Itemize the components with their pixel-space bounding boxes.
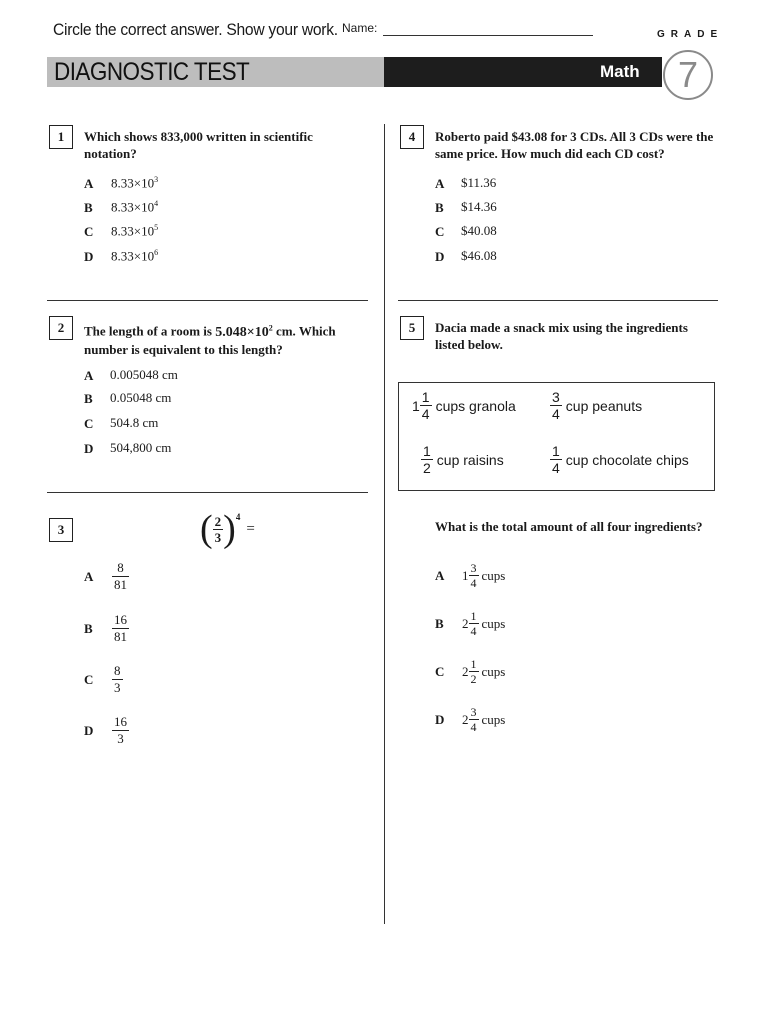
- choice-whole: 2: [462, 615, 469, 631]
- choice-fraction: $\frac{8}{3}$: [114, 663, 121, 695]
- answer-choice[interactable]: [435, 609, 505, 638]
- subject-label: Math: [600, 62, 640, 81]
- choice-letter: C: [84, 416, 94, 431]
- choice-letter: B: [84, 391, 93, 406]
- choice-value: $8.33\times 10^4$: [111, 199, 159, 215]
- choice-value: $40.08: [461, 223, 497, 238]
- question-number-box: 4: [400, 125, 424, 149]
- ingredient-item: $\frac{1}{2}$ cup raisins: [423, 443, 504, 476]
- choice-letter: C: [435, 224, 445, 239]
- choice-letter: D: [435, 711, 445, 727]
- choice-letter: C: [435, 663, 445, 679]
- answer-choice[interactable]: [84, 175, 159, 193]
- question-number-box: 3: [49, 518, 73, 542]
- answer-choice[interactable]: [435, 657, 505, 686]
- choice-fraction: $\frac{1}{4}$: [470, 609, 477, 638]
- choice-value: $8.33\times 10^5$: [111, 223, 159, 239]
- choice-value: $46.08: [461, 248, 497, 263]
- choice-letter: A: [84, 368, 94, 383]
- choice-value: $14.36: [461, 199, 497, 214]
- question-text: What is the total amount of all four ingredients?: [435, 519, 703, 534]
- answer-choice[interactable]: [84, 199, 159, 217]
- answer-choice[interactable]: [84, 367, 178, 385]
- choice-letter: B: [435, 200, 444, 215]
- answer-choice[interactable]: [435, 705, 505, 734]
- choice-value: $11.36: [461, 175, 497, 190]
- choice-value: 504.8 cm: [110, 415, 159, 430]
- choice-letter: B: [435, 615, 444, 631]
- choice-unit: cups: [481, 567, 506, 583]
- choice-value: 504,800 cm: [110, 440, 172, 455]
- choice-letter: A: [435, 176, 445, 191]
- choice-fraction: $\frac{16}{3}$: [114, 714, 127, 746]
- column-divider: [384, 124, 385, 924]
- question-text: Roberto paid $43.08 for 3 CDs. All 3 CDs were the same price. How much did each CD cost?: [435, 129, 714, 161]
- question-text: The length of a room is $5.048\times 10^2$ cm. Which number is equivalent to this length?: [84, 323, 336, 357]
- answer-choice[interactable]: [435, 561, 505, 590]
- choice-value: $8.33\times 10^6$: [111, 248, 159, 264]
- choice-value: 0.05048 cm: [110, 390, 172, 405]
- choice-letter: A: [84, 568, 94, 584]
- choice-letter: D: [84, 249, 94, 264]
- choice-letter: A: [84, 176, 94, 191]
- question-number-box: 5: [400, 316, 424, 340]
- choice-unit: cups: [481, 663, 506, 679]
- instruction-text: Circle the correct answer. Show your work.: [53, 20, 338, 39]
- name-label: Name:: [342, 21, 378, 35]
- ingredient-item: 1 $\frac{1}{4}$ cups granola: [412, 389, 516, 422]
- answer-choice[interactable]: [435, 223, 497, 241]
- choice-fraction: $\frac{16}{81}$: [114, 612, 127, 644]
- choice-fraction: $\frac{3}{4}$: [470, 561, 477, 590]
- answer-choice[interactable]: [435, 248, 497, 266]
- choice-letter: C: [84, 224, 94, 239]
- question-number-box: 2: [49, 316, 73, 340]
- answer-choice[interactable]: [84, 440, 172, 458]
- question-text: Dacia made a snack mix using the ingredients listed below.: [435, 320, 688, 352]
- choice-fraction: $\frac{8}{81}$: [114, 560, 127, 592]
- name-field[interactable]: [383, 35, 593, 36]
- question-divider: [47, 492, 368, 493]
- choice-letter: C: [84, 671, 94, 687]
- choice-fraction: $\frac{3}{4}$: [470, 705, 477, 734]
- answer-choice[interactable]: [84, 714, 129, 747]
- choice-letter: D: [84, 722, 94, 738]
- answer-choice[interactable]: [84, 248, 159, 266]
- answer-choice[interactable]: [84, 223, 159, 241]
- grade-label: GRADE: [657, 29, 724, 40]
- choice-letter: B: [84, 620, 93, 636]
- choice-letter: B: [84, 200, 93, 215]
- question-divider: [47, 300, 368, 301]
- answer-choice[interactable]: [435, 175, 497, 193]
- choice-unit: cups: [481, 711, 506, 727]
- answer-choice[interactable]: [84, 390, 172, 408]
- question-divider: [398, 300, 718, 301]
- choice-whole: 2: [462, 663, 469, 679]
- answer-choice[interactable]: [435, 199, 497, 217]
- choice-whole: 2: [462, 711, 469, 727]
- choice-letter: D: [84, 441, 94, 456]
- question-number-box: 1: [49, 125, 73, 149]
- choice-unit: cups: [481, 615, 506, 631]
- choice-letter: D: [435, 249, 445, 264]
- ingredient-item: $\frac{1}{4}$ cup chocolate chips: [552, 443, 689, 476]
- answer-choice[interactable]: [84, 560, 129, 593]
- question-expression: ( $\frac{2}{3}$ ) 4 =: [200, 508, 255, 550]
- choice-whole: 1: [462, 567, 469, 583]
- choice-fraction: $\frac{1}{2}$: [470, 657, 477, 686]
- choice-value: $8.33\times 10^3$: [111, 175, 159, 191]
- ingredient-item: $\frac{3}{4}$ cup peanuts: [552, 389, 643, 422]
- answer-choice[interactable]: [84, 612, 129, 645]
- choice-value: 0.005048 cm: [110, 367, 178, 382]
- page-title: DIAGNOSTIC TEST: [54, 58, 250, 86]
- answer-choice[interactable]: [84, 663, 123, 696]
- question-text: Which shows 833,000 written in scientific notation?: [84, 129, 313, 161]
- choice-letter: A: [435, 567, 445, 583]
- answer-choice[interactable]: [84, 415, 159, 433]
- grade-number-badge: 7: [663, 50, 713, 100]
